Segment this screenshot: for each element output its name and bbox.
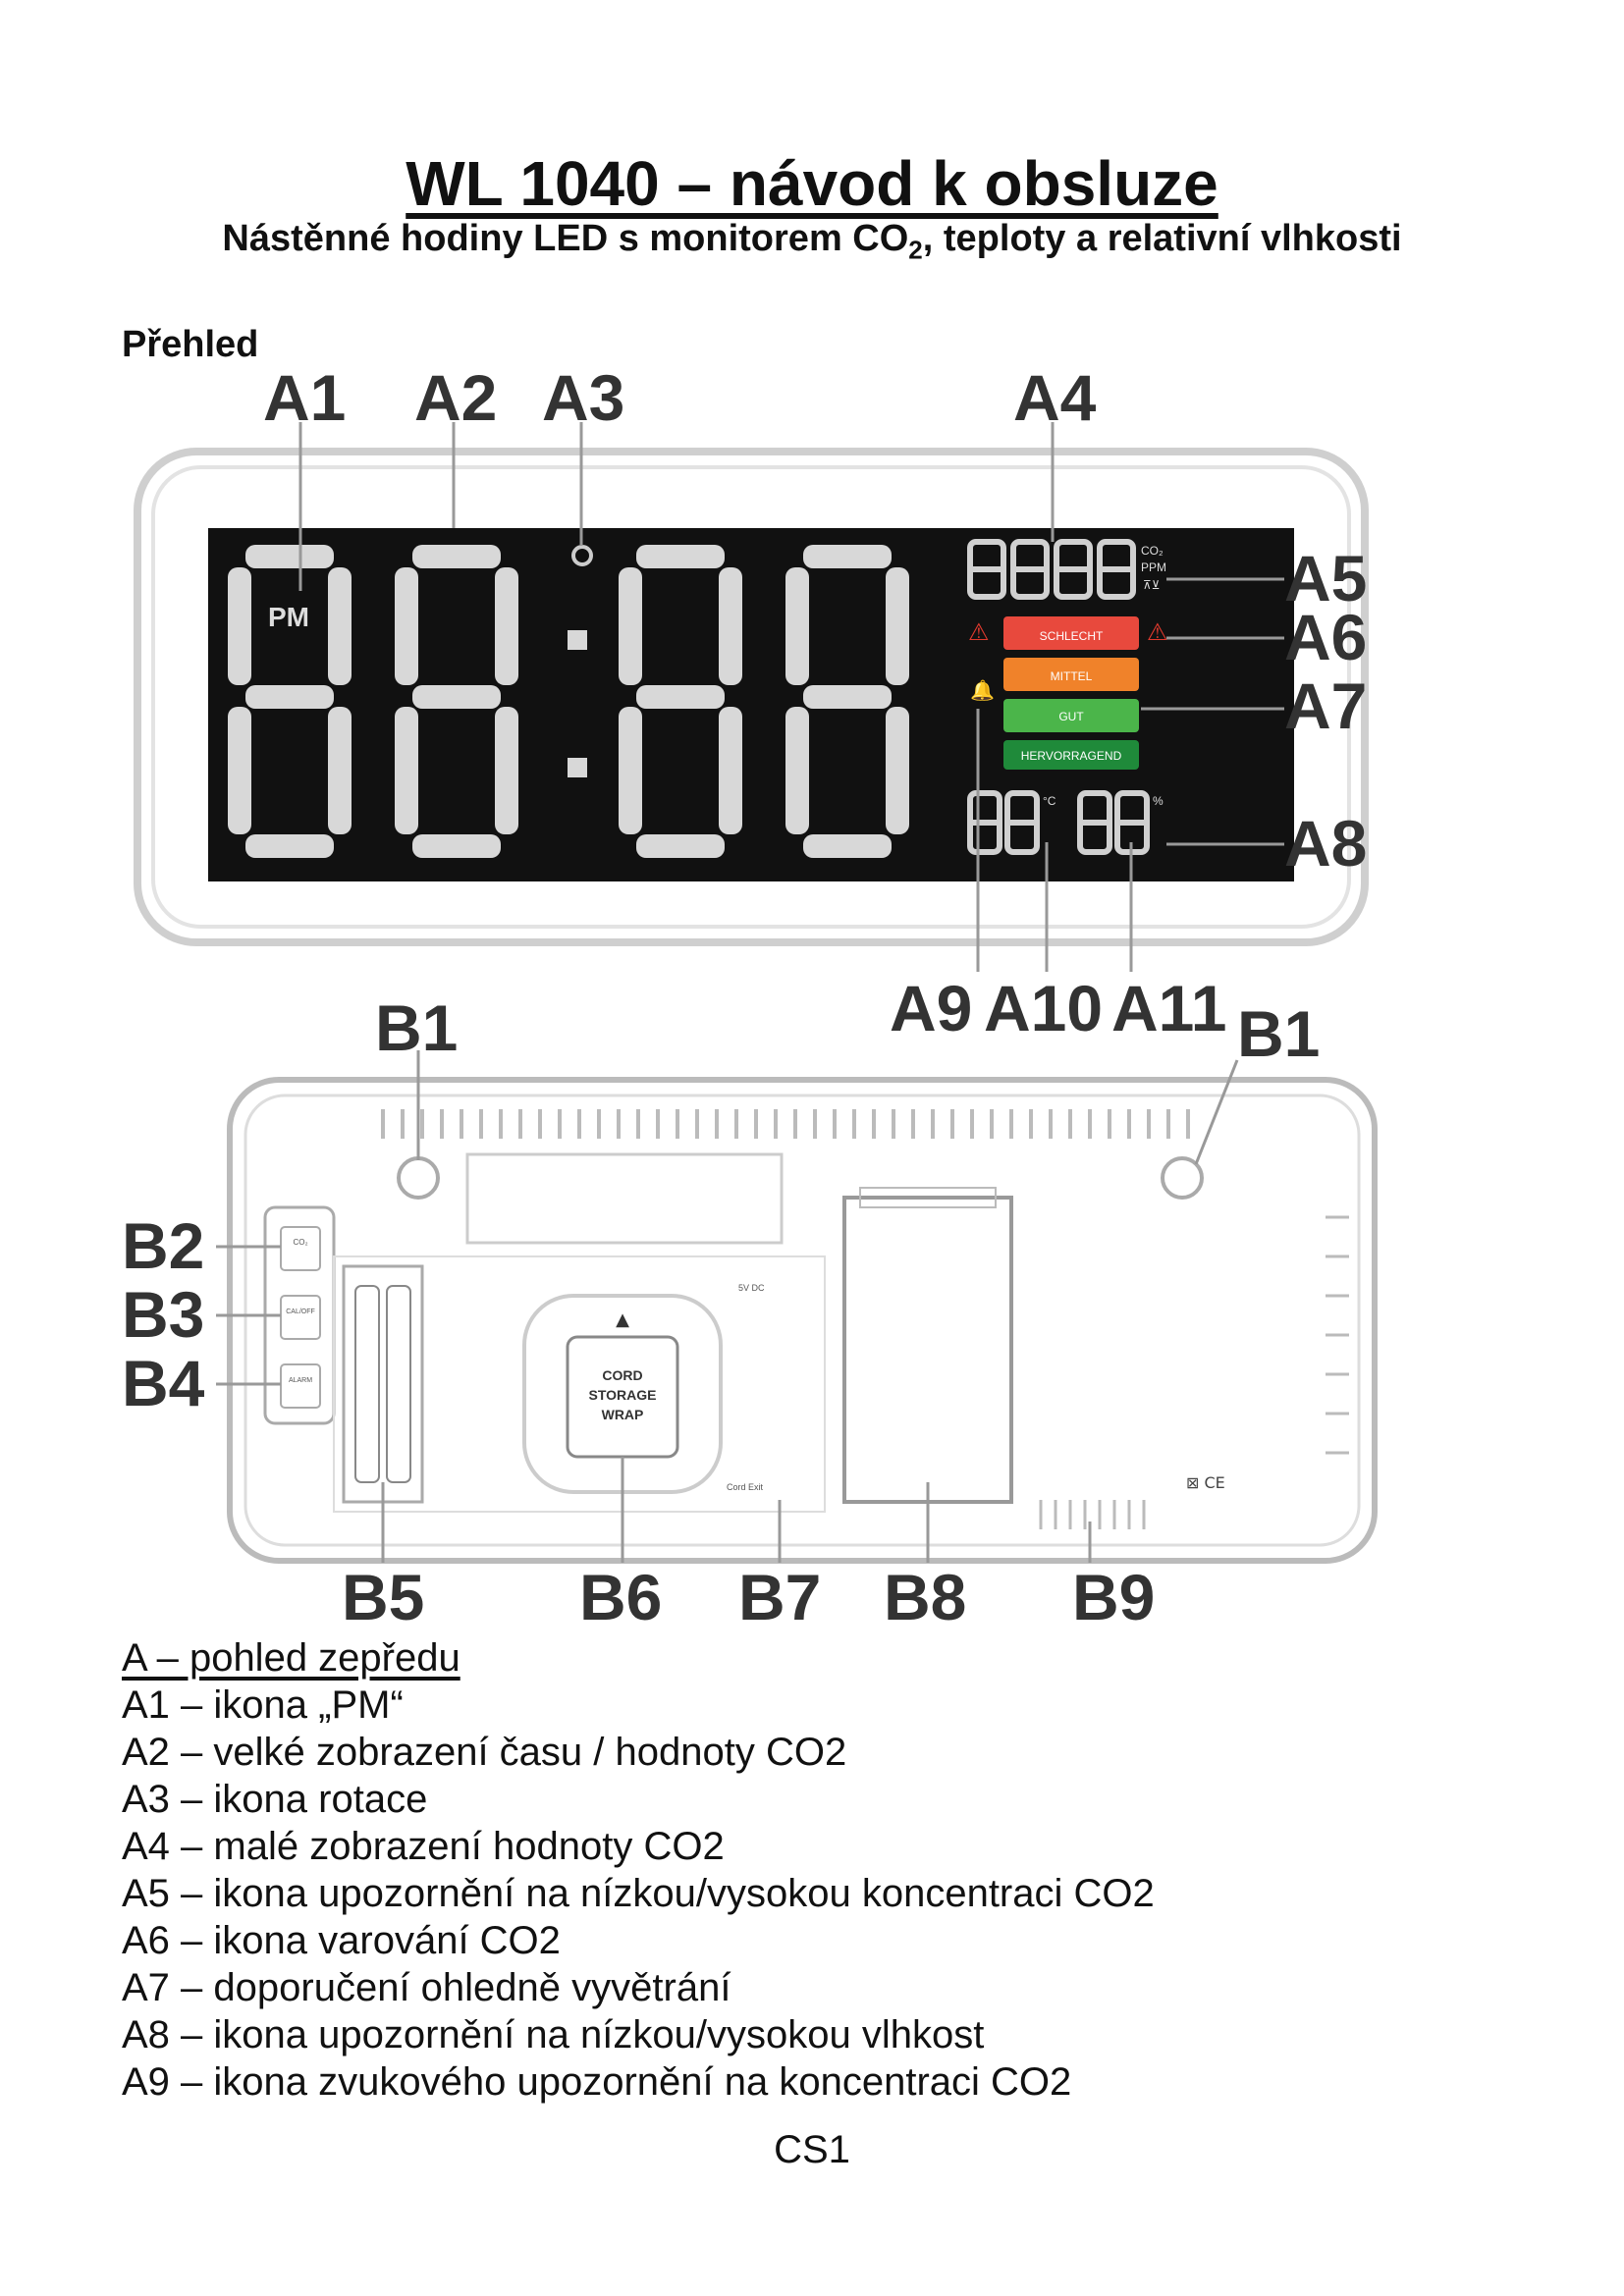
label-a7: A7 (1284, 669, 1368, 742)
back-view (122, 991, 1375, 1629)
alarm-button-label: ALARM (288, 1377, 313, 1384)
status-good-label: GUT (1058, 710, 1084, 723)
label-a5: A5 (1284, 542, 1368, 614)
colon-top (568, 630, 587, 650)
cord-exit-label: Cord Exit (727, 1482, 764, 1492)
label-b4: B4 (122, 1347, 205, 1419)
alarm-button[interactable] (281, 1364, 320, 1408)
vent-slots-right (1326, 1217, 1349, 1453)
label-a6: A6 (1284, 601, 1368, 673)
stand-compartment (844, 1198, 1011, 1502)
weee-ce-mark-icon: ⊠ CE (1186, 1473, 1225, 1492)
label-a10: A10 (984, 972, 1104, 1044)
status-excellent-label: HERVORRAGEND (1020, 749, 1122, 763)
label-a4: A4 (1013, 361, 1097, 434)
label-a2: A2 (414, 361, 498, 434)
ppm-unit-label: PPM (1141, 561, 1167, 574)
legend-item-a9: A9 – ikona zvukového upozornění na koncentraci CO2 (122, 2060, 1072, 2104)
document-subtitle (0, 218, 1624, 266)
co2-alert-arrows-icon: ⊼⊻ (1143, 578, 1161, 592)
up-arrow-icon: ▲ (616, 1309, 629, 1330)
dc-input-label: 5V DC (738, 1283, 765, 1293)
colon-bottom (568, 758, 587, 777)
co2-button[interactable] (281, 1227, 320, 1270)
co2-warning-icon-left: ⚠ (968, 618, 990, 646)
vent-slots-bottom (1041, 1500, 1144, 1529)
co2-warning-icon-right: ⚠ (1147, 618, 1168, 646)
status-bad-label: SCHLECHT (1039, 629, 1104, 643)
label-b2: B2 (122, 1209, 205, 1282)
page-number: CS1 (774, 2128, 850, 2171)
label-a11: A11 (1111, 972, 1227, 1044)
subtitle-main: Nástěnné hodiny LED s monitorem CO (222, 218, 909, 259)
subtitle-rest: , teploty a relativní vlhkosti (922, 218, 1402, 259)
sound-alert-icon: 🔔 (970, 678, 995, 702)
label-a3: A3 (542, 361, 625, 434)
section-title: Přehled (122, 324, 259, 365)
label-b8: B8 (884, 1561, 967, 1629)
label-b7: B7 (738, 1561, 822, 1629)
legend-item-a4: A4 – malé zobrazení hodnoty CO2 (122, 1825, 725, 1868)
cord-storage-line-1: CORD (602, 1367, 643, 1383)
label-a9: A9 (890, 972, 973, 1044)
cal-off-button-label: CAL/OFF (286, 1308, 315, 1315)
label-b1-left: B1 (375, 991, 459, 1064)
device-diagram (98, 353, 1532, 1629)
vent-slots-top (383, 1109, 1188, 1139)
legend-item-a2: A2 – velké zobrazení času / hodnoty CO2 (122, 1731, 847, 1774)
legend-item-a8: A8 – ikona upozornění na nízkou/vysokou vlhkost (122, 2013, 985, 2056)
legend-list (122, 1634, 1155, 2106)
cord-storage-line-2: STORAGE (588, 1387, 657, 1403)
legend-heading: A – pohled zepředu (122, 1636, 460, 1680)
label-b9: B9 (1072, 1561, 1156, 1629)
document-title: WL 1040 – návod k obsluze (406, 148, 1218, 219)
percent-label: % (1153, 794, 1164, 808)
subtitle-subscript: 2 (908, 235, 923, 265)
legend-item-a7: A7 – doporučení ohledně vyvětrání (122, 1966, 731, 2009)
celsius-label: °C (1043, 794, 1056, 808)
mount-hole-left (399, 1158, 438, 1198)
label-a8: A8 (1284, 807, 1368, 880)
status-medium-label: MITTEL (1050, 669, 1093, 683)
label-b6: B6 (579, 1561, 663, 1629)
cord-storage-line-3: WRAP (601, 1407, 644, 1422)
cal-off-button[interactable] (281, 1296, 320, 1339)
front-view (137, 361, 1367, 1044)
legend-item-a5: A5 – ikona upozornění na nízkou/vysokou koncentraci CO2 (122, 1872, 1155, 1915)
co2-button-label: CO₂ (293, 1238, 308, 1247)
pm-indicator: PM (268, 602, 309, 632)
co2-unit-label: CO₂ (1141, 544, 1164, 558)
label-b1-right: B1 (1237, 997, 1321, 1070)
label-b3: B3 (122, 1278, 205, 1351)
label-b5: B5 (342, 1561, 425, 1629)
label-a1: A1 (263, 361, 347, 434)
legend-item-a3: A3 – ikona rotace (122, 1778, 428, 1821)
legend-item-a6: A6 – ikona varování CO2 (122, 1919, 561, 1962)
legend-item-a1: A1 – ikona „PM“ (122, 1683, 404, 1727)
